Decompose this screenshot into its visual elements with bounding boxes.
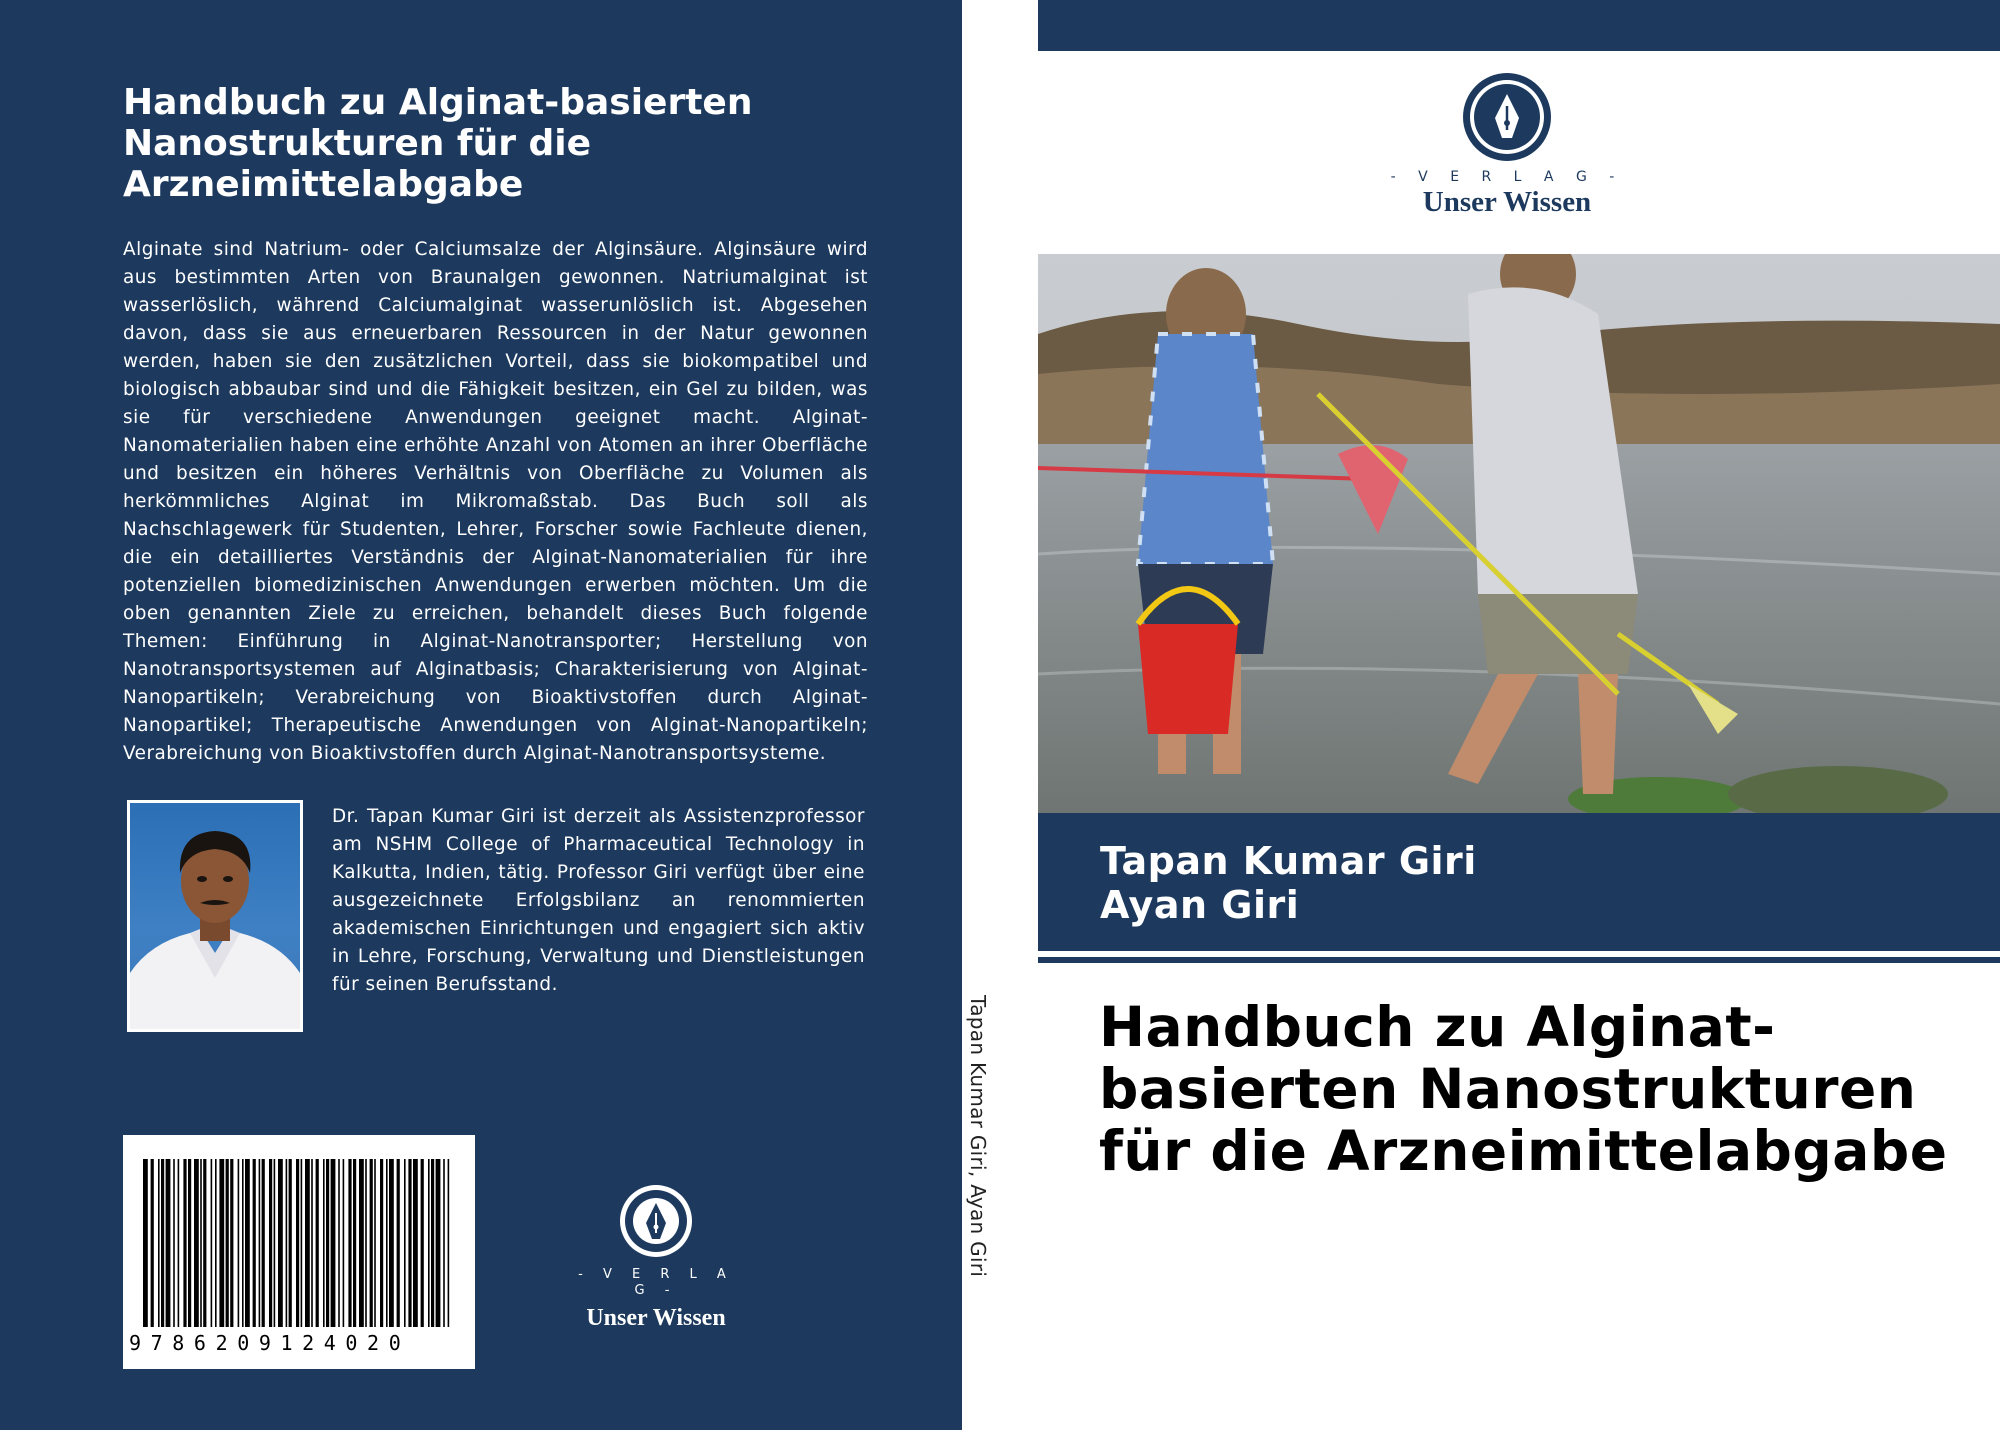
publisher-imprint-back: - V E R L A G - (578, 1267, 734, 1298)
barcode-bar (348, 1159, 351, 1327)
barcode-bar (448, 1159, 450, 1327)
author-band (1038, 813, 2000, 951)
barcode-bar (178, 1159, 180, 1327)
author-name-2: Ayan Giri (1100, 883, 1300, 927)
front-top-bar (1038, 0, 2000, 51)
barcode-bar (343, 1159, 345, 1327)
barcode-bar (200, 1159, 202, 1327)
publisher-name-front: Unser Wissen (1422, 186, 1592, 218)
barcode-bar (326, 1159, 329, 1327)
barcode-bar (278, 1159, 283, 1327)
barcode-bar (289, 1159, 292, 1327)
barcode-bar (301, 1159, 303, 1327)
barcode-bar (226, 1159, 229, 1327)
barcode-bar (158, 1159, 160, 1327)
barcode-bar (215, 1159, 217, 1327)
barcode-bar (230, 1159, 233, 1327)
barcode-bar (365, 1159, 367, 1327)
barcode-bar (431, 1159, 434, 1327)
barcode-bar (311, 1159, 313, 1327)
barcode-bar (274, 1159, 276, 1327)
barcode-bar (370, 1159, 373, 1327)
barcode-bar (331, 1159, 336, 1327)
barcode-bar (242, 1159, 244, 1327)
barcode-bar (305, 1159, 310, 1327)
author-name-1: Tapan Kumar Giri (1100, 839, 1477, 883)
barcode-bar (203, 1159, 206, 1327)
isbn-barcode (123, 1135, 475, 1369)
barcode-bar (389, 1159, 394, 1327)
barcode-bar (219, 1159, 224, 1327)
fountain-pen-nib-icon (1462, 72, 1552, 162)
barcode-bar (428, 1159, 430, 1327)
barcode-bar (397, 1159, 400, 1327)
barcode-bar (359, 1159, 364, 1327)
barcode-bar (316, 1159, 319, 1327)
barcode-bar (286, 1159, 288, 1327)
barcode-bar (211, 1159, 213, 1327)
barcode-bar (436, 1159, 441, 1327)
barcode-bar (386, 1159, 388, 1327)
author-bio: Dr. Tapan Kumar Giri ist derzeit als Assistenzprofessor am NSHM College of Pharmaceutical Technology in Kalkutta, Indien, tätig. Professor Giri verfügt über eine ausgezeichnete Erfolgsbilanz an renommierten akademischen Einrichtungen und engagiert sich aktiv in Lehre, Forschung, Verwaltung und Dienstleistungen für seinen Berufsstand. (332, 806, 865, 995)
barcode-bar (262, 1159, 265, 1327)
back-cover-title: Handbuch zu Alginat-basierten Nanostrukturen für die Arzneimittelabgabe (123, 82, 753, 205)
barcode-bar (245, 1159, 250, 1327)
barcode-bar (151, 1159, 154, 1327)
barcode-bar (238, 1159, 240, 1327)
publisher-imprint-front: - V E R L A G - (1390, 169, 1624, 185)
back-cover-blurb: Alginate sind Natrium- oder Calciumsalze der Alginsäure. Alginsäure wird aus bestimmten Arten von Braunalgen gewonnen. Natriumalginat ist wasserlöslich, während Calciumalginat wasserunlöslich ist. Abgesehen davon, dass sie aus erneuerbaren Ressourcen in der Natur gewonnen werden, haben sie den zusätzlichen Vorteil, dass sie biokompatibel und biologisch abbaubar sind und die Fähigkeit besitzen, ein Gel zu bilden, was sie für verschiedene Anwendungen geeignet macht. Alginat-Nanomaterialien haben eine erhöhte Anzahl von Atomen an ihrer Oberfläche und besitzen ein höheres Verhältnis von Oberfläche zu Volumen als herkömmliches Alginat im Mikromaßstab. Das Buch soll als Nachschlagewerk für Studenten, Lehrer, Forscher sowie Fachleute dienen, die ein detailliertes Verständnis der Alginat-Nanomaterialien für ihre potenziellen biomedizinischen Anwendungen erwerben möchten. Um die oben genannten Ziele zu erreichen, behandelt dieses Buch folgende Themen: Einführung in Alginat-Nanotransporter; Herstellung von Nanotransportsystemen auf Alginatbasis; Charakterisierung von Alginat-Nanopartikeln; Verabreichung von Bioaktivstoffen durch Alginat-Nanopartikel; Therapeutische Anwendungen von Alginat-Nanopartikeln; Verabreichung von Bioaktivstoffen durch Alginat-Nanotransportsysteme. (123, 239, 868, 764)
barcode-icon (123, 1135, 475, 1335)
barcode-bar (413, 1159, 418, 1327)
divider-line (1038, 957, 2000, 963)
barcode-bar (161, 1159, 164, 1327)
publisher-name-back: Unser Wissen (586, 1305, 726, 1331)
barcode-bar (188, 1159, 191, 1327)
barcode-bar (173, 1159, 175, 1327)
barcode-bar (408, 1159, 411, 1327)
publisher-logo-back (566, 1183, 746, 1331)
barcode-bar (143, 1159, 148, 1327)
barcode-bar (443, 1159, 445, 1327)
barcode-bar (166, 1159, 171, 1327)
barcode-bar (323, 1159, 325, 1327)
cover-photo (1038, 254, 2000, 813)
barcode-bar (374, 1159, 376, 1327)
front-cover-title: Handbuch zu Alginat-basierten Nanostrukturen für die Arzneimittelabgabe (1099, 995, 1948, 1183)
barcode-bar (353, 1159, 356, 1327)
author-photo (127, 800, 303, 1032)
publisher-logo-front (1387, 72, 1627, 218)
barcode-bar (296, 1159, 299, 1327)
barcode-bar (183, 1159, 186, 1327)
barcode-bar (269, 1159, 272, 1327)
barcode-bar (404, 1159, 406, 1327)
barcode-bar (421, 1159, 424, 1327)
barcode-bar (259, 1159, 261, 1327)
spine-text: Tapan Kumar Giri, Ayan Giri (966, 995, 990, 1278)
barcode-number: 9786209124020 (129, 1331, 411, 1355)
author-portrait-icon (130, 803, 300, 1029)
barcode-bar (380, 1159, 383, 1327)
children-fishing-photo-icon (1038, 254, 2000, 813)
barcode-bar (194, 1159, 199, 1327)
fountain-pen-nib-icon (618, 1183, 694, 1259)
barcode-bar (253, 1159, 256, 1327)
barcode-bar (338, 1159, 340, 1327)
